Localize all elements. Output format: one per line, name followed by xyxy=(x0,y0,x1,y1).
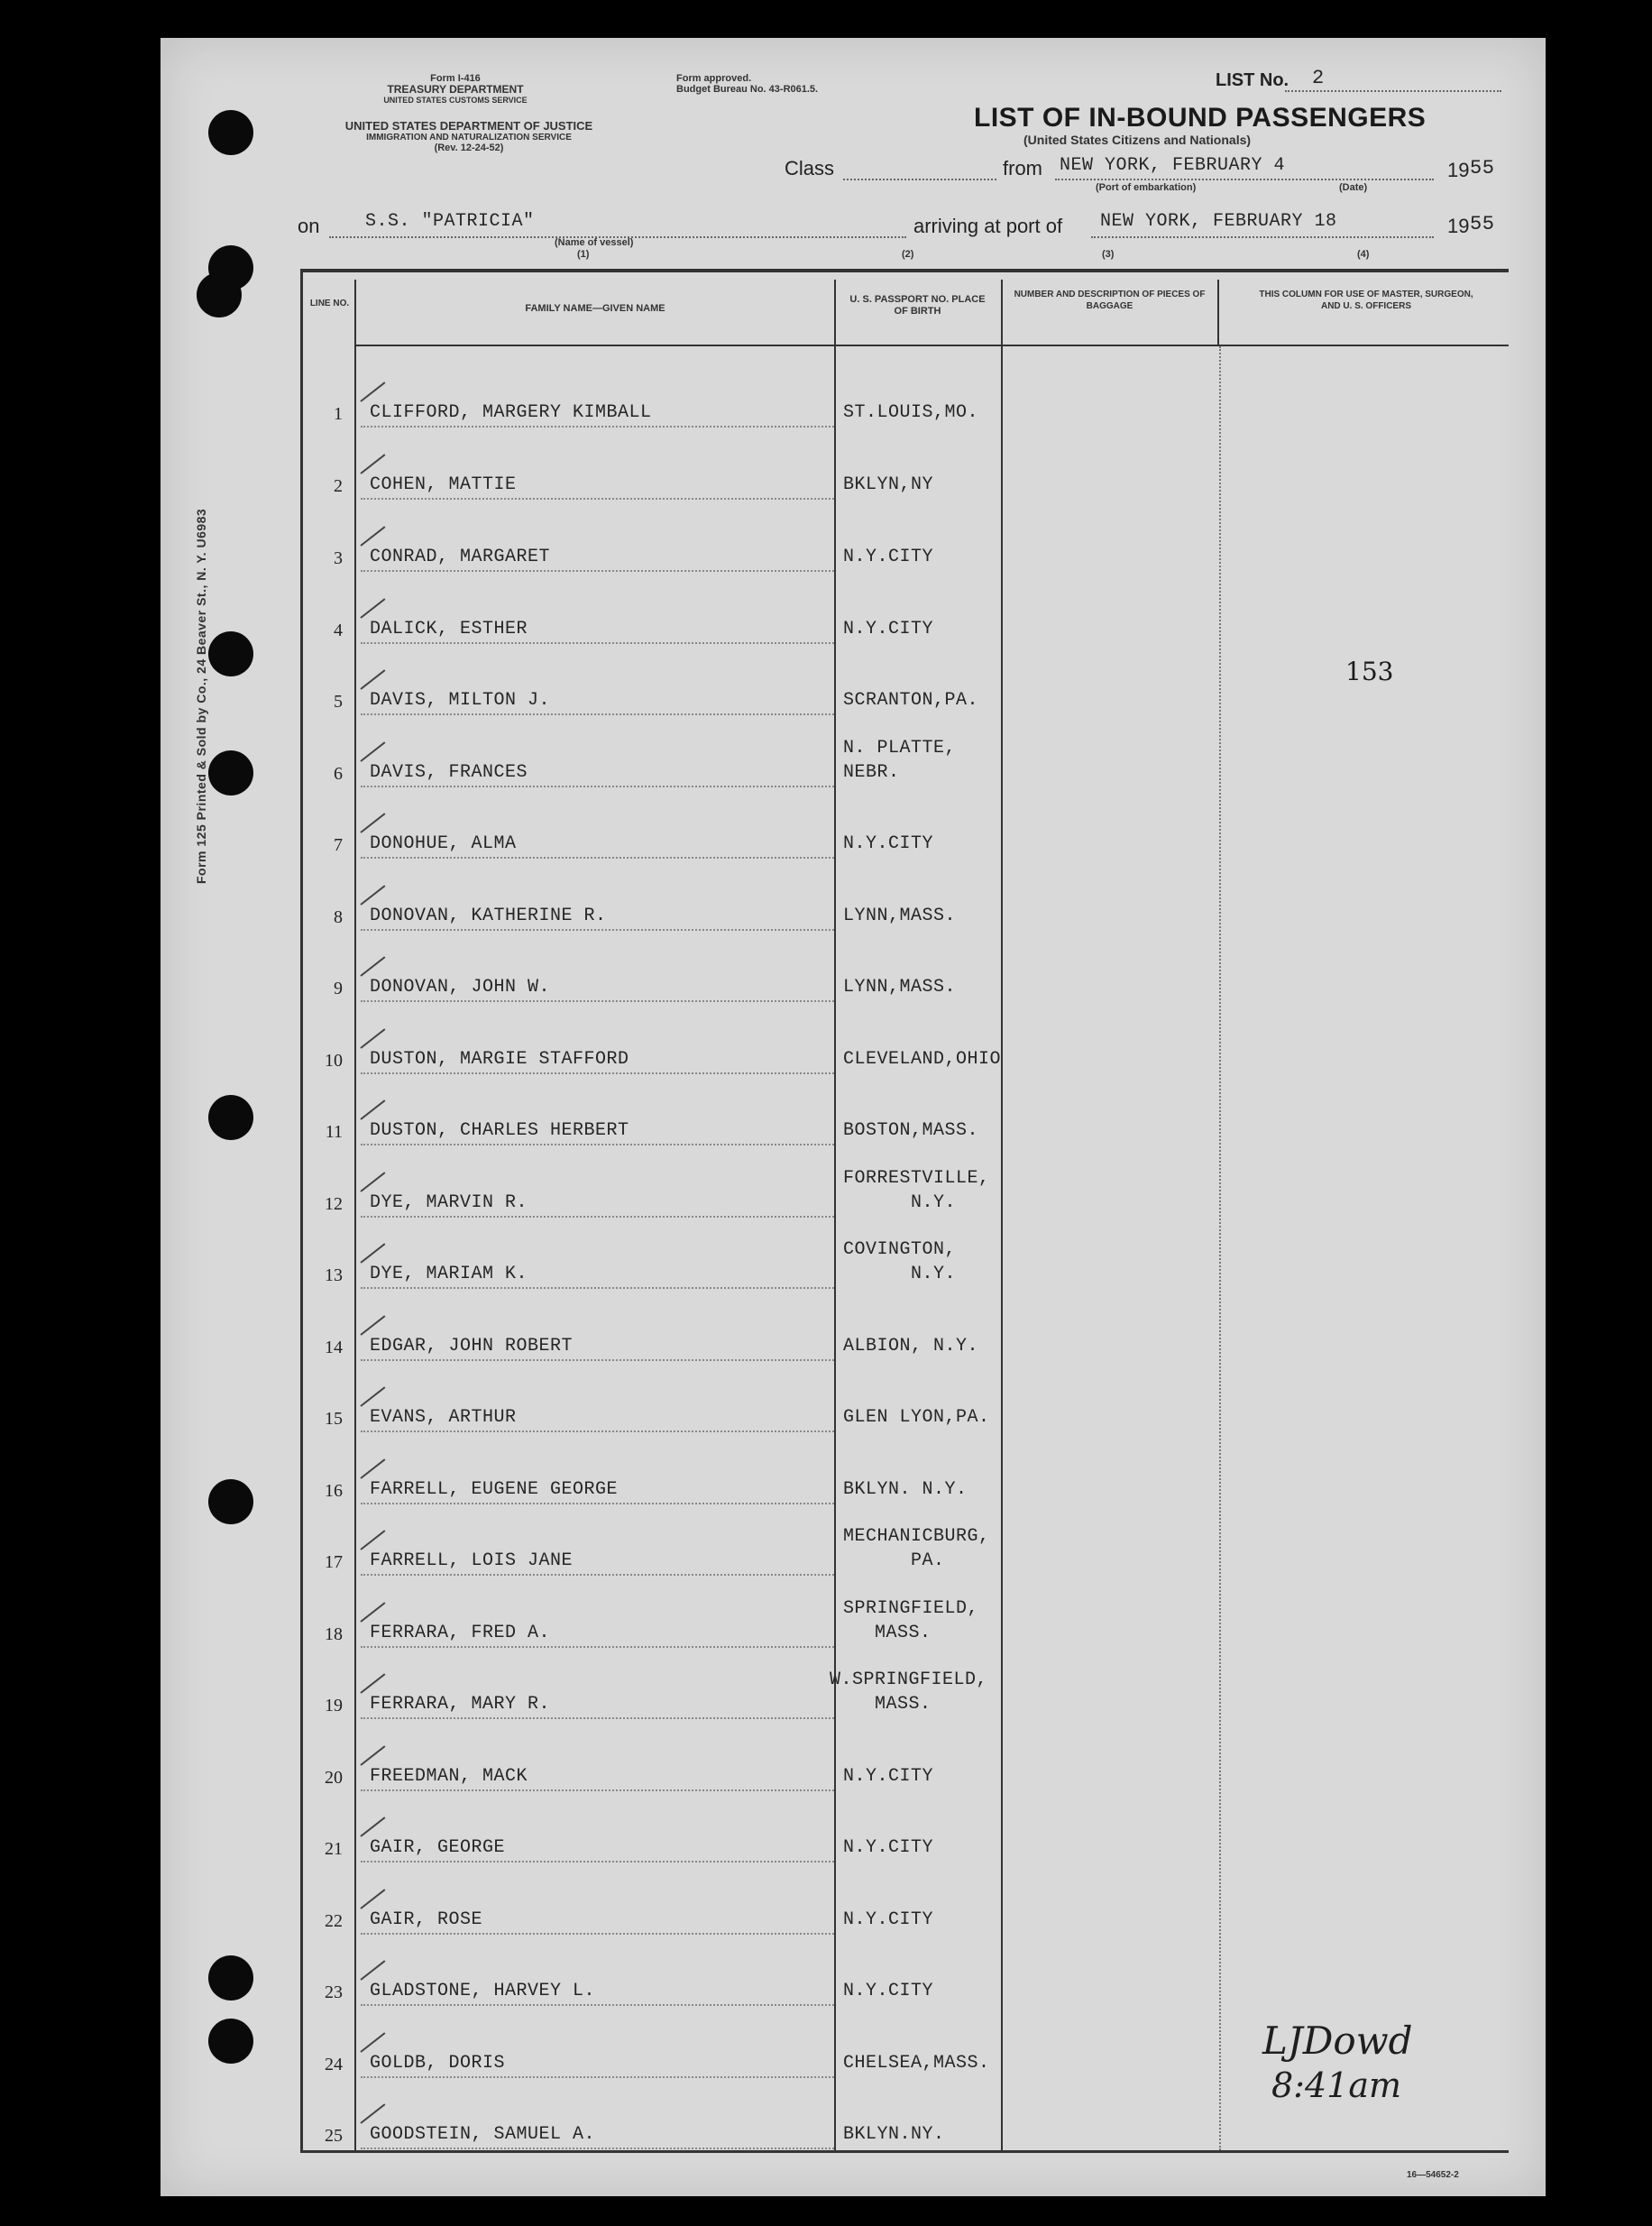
passenger-name: COHEN, MATTIE xyxy=(370,474,517,495)
birthplace-line2: N.Y. xyxy=(911,1264,957,1284)
punch-hole xyxy=(208,110,253,155)
col-head-line-no: LINE NO. xyxy=(309,299,350,308)
handwritten-number: 153 xyxy=(1345,657,1394,686)
birthplace-line2: N.Y.CITY xyxy=(843,619,934,639)
birthplace-line2: N.Y.CITY xyxy=(843,1909,934,1930)
header-rule-name xyxy=(354,345,834,346)
vessel-name: S.S. "PATRICIA" xyxy=(365,211,535,232)
form-approved: Form approved. xyxy=(676,73,752,84)
col3-num: (3) xyxy=(1102,249,1115,260)
page-title: LIST OF IN-BOUND PASSENGERS xyxy=(974,103,1427,133)
justice-dept: UNITED STATES DEPARTMENT OF JUSTICE xyxy=(344,119,593,133)
birthplace-line2: CLEVELAND,OHIO xyxy=(843,1049,1002,1070)
punch-hole xyxy=(197,272,242,317)
table-bottom-border xyxy=(300,2150,1509,2153)
birthplace-line2: LYNN,MASS. xyxy=(843,977,957,998)
row-line-no: 8 xyxy=(334,907,343,927)
punch-hole xyxy=(208,1095,253,1140)
row-dots xyxy=(361,1287,834,1289)
passenger-name: FARRELL, LOIS JANE xyxy=(370,1550,574,1571)
passenger-name: DAVIS, FRANCES xyxy=(370,762,528,783)
birthplace-line2: LYNN,MASS. xyxy=(843,906,957,926)
from-value: NEW YORK, FEBRUARY 4 xyxy=(1060,155,1286,176)
header-rule-passport xyxy=(834,345,1001,346)
row-dots xyxy=(361,786,834,787)
row-dots xyxy=(361,1430,834,1432)
passenger-name: GLADSTONE, HARVEY L. xyxy=(370,1981,596,2001)
col-head-baggage: NUMBER AND DESCRIPTION OF PIECES OF BAGGAGE xyxy=(1014,290,1206,311)
handwritten-time: 8:41am xyxy=(1271,2065,1402,2105)
birthplace-line1: N. PLATTE, xyxy=(843,738,957,759)
from-line xyxy=(1055,179,1434,180)
birthplace-line2: BKLYN. N.Y. xyxy=(843,1479,968,1500)
row-line-no: 14 xyxy=(325,1338,343,1357)
row-dots xyxy=(361,1574,834,1576)
row-dots xyxy=(361,713,834,715)
row-line-no: 20 xyxy=(325,1768,343,1788)
passenger-name: DAVIS, MILTON J. xyxy=(370,690,551,711)
row-line-no: 13 xyxy=(325,1265,343,1285)
punch-hole xyxy=(208,2019,253,2064)
arrival-value: NEW YORK, FEBRUARY 18 xyxy=(1100,211,1337,232)
row-line-no: 3 xyxy=(334,548,343,568)
birthplace-line2: ALBION, N.Y. xyxy=(843,1336,979,1357)
class-label: Class xyxy=(785,157,835,179)
col4-num: (4) xyxy=(1357,249,1370,260)
passenger-name: DALICK, ESTHER xyxy=(370,619,528,639)
passenger-name: EDGAR, JOHN ROBERT xyxy=(370,1336,574,1357)
col-divider-passport xyxy=(1001,280,1003,2150)
row-line-no: 12 xyxy=(325,1194,343,1214)
row-dots xyxy=(361,2076,834,2078)
row-line-no: 2 xyxy=(334,476,343,496)
passenger-name: FARRELL, EUGENE GEORGE xyxy=(370,1479,619,1500)
birthplace-line2: BOSTON,MASS. xyxy=(843,1120,979,1141)
birthplace-line2: MASS. xyxy=(875,1694,932,1715)
passenger-name: DONOHUE, ALMA xyxy=(370,833,517,854)
birthplace-line2: PA. xyxy=(911,1550,945,1571)
birthplace-line2: N.Y.CITY xyxy=(843,1766,934,1787)
col-divider-baggage xyxy=(1219,346,1222,2150)
row-dots xyxy=(361,1646,834,1648)
row-dots xyxy=(361,1789,834,1791)
arrival-year-label: 19 xyxy=(1447,215,1470,237)
row-dots xyxy=(361,1359,834,1361)
printer-imprint: Form 125 Printed & Sold by Co., 24 Beaver St., N. Y. U6983 xyxy=(194,508,208,884)
birthplace-line2: CHELSEA,MASS. xyxy=(843,2053,990,2074)
birthplace-line1: W.SPRINGFIELD, xyxy=(830,1670,988,1690)
row-line-no: 1 xyxy=(334,404,343,424)
col-head-passport: U. S. PASSPORT NO. PLACE OF BIRTH xyxy=(849,294,986,317)
row-line-no: 7 xyxy=(334,835,343,855)
passenger-name: GOODSTEIN, SAMUEL A. xyxy=(370,2124,596,2145)
row-line-no: 22 xyxy=(325,1911,343,1931)
punch-hole xyxy=(208,1955,253,2001)
row-dots xyxy=(361,929,834,931)
header-rule-baggage xyxy=(1001,345,1217,346)
passenger-name: FERRARA, FRED A. xyxy=(370,1623,551,1643)
passenger-name: FERRARA, MARY R. xyxy=(370,1694,551,1715)
row-dots xyxy=(361,426,834,428)
birthplace-line2: BKLYN.NY. xyxy=(843,2124,945,2145)
row-dots xyxy=(361,2004,834,2006)
row-line-no: 10 xyxy=(325,1051,343,1071)
punch-hole xyxy=(208,631,253,676)
row-dots xyxy=(361,1717,834,1719)
arrival-year-value: 55 xyxy=(1470,213,1495,235)
year-label: 19 xyxy=(1447,159,1470,181)
row-line-no: 4 xyxy=(334,621,343,640)
row-line-no: 23 xyxy=(325,1982,343,2002)
table-top-border xyxy=(300,269,1509,272)
row-dots xyxy=(361,570,834,572)
birthplace-line2: N.Y.CITY xyxy=(843,1981,934,2001)
table-left-border xyxy=(300,269,303,2150)
birthplace-line2: N.Y. xyxy=(911,1192,957,1213)
customs-service: UNITED STATES CUSTOMS SERVICE xyxy=(383,96,528,105)
row-dots xyxy=(361,642,834,644)
list-line xyxy=(1285,90,1501,92)
passenger-name: DYE, MARVIN R. xyxy=(370,1192,528,1213)
row-dots xyxy=(361,1933,834,1935)
birthplace-line2: MASS. xyxy=(875,1623,932,1643)
row-line-no: 19 xyxy=(325,1696,343,1715)
birthplace-line2: N.Y.CITY xyxy=(843,547,934,567)
row-line-no: 24 xyxy=(325,2055,343,2074)
row-line-no: 17 xyxy=(325,1552,343,1572)
punch-hole xyxy=(208,750,253,796)
row-dots xyxy=(361,1503,834,1504)
officer-signature: LJDowd xyxy=(1262,2019,1413,2063)
birthplace-line2: ST.LOUIS,MO. xyxy=(843,402,979,423)
passenger-name: DONOVAN, JOHN W. xyxy=(370,977,551,998)
from-label: from xyxy=(1003,157,1042,179)
manifest-sheet xyxy=(161,38,1546,2196)
footer-code: 16—54652-2 xyxy=(1407,2170,1459,2180)
arrival-line xyxy=(1091,236,1434,238)
col-head-name: FAMILY NAME—GIVEN NAME xyxy=(525,303,665,314)
row-line-no: 6 xyxy=(334,764,343,784)
ins-service: IMMIGRATION AND NATURALIZATION SERVICE xyxy=(366,133,572,143)
header-rule-officers xyxy=(1219,345,1509,346)
passenger-name: CONRAD, MARGARET xyxy=(370,547,551,567)
row-dots xyxy=(361,1144,834,1145)
col-divider-name xyxy=(834,280,836,2150)
passenger-name: CLIFFORD, MARGERY KIMBALL xyxy=(370,402,652,423)
birthplace-line2: N.Y.CITY xyxy=(843,1837,934,1858)
form-number: Form I-416 xyxy=(430,73,481,84)
row-dots xyxy=(361,498,834,500)
birthplace-line2: SCRANTON,PA. xyxy=(843,690,979,711)
row-line-no: 16 xyxy=(325,1481,343,1501)
punch-hole xyxy=(208,1479,253,1524)
arriving-label: arriving at port of xyxy=(913,215,1063,237)
list-number: 2 xyxy=(1312,67,1325,89)
row-dots xyxy=(361,1861,834,1863)
budget-bureau: Budget Bureau No. 43-R061.5. xyxy=(676,84,819,95)
passenger-name: GAIR, GEORGE xyxy=(370,1837,506,1858)
on-label: on xyxy=(298,215,320,237)
year-value: 55 xyxy=(1470,157,1495,179)
birthplace-line1: MECHANICBURG, xyxy=(843,1526,990,1547)
page-subtitle: (United States Citizens and Nationals) xyxy=(1023,133,1252,147)
row-line-no: 21 xyxy=(325,1839,343,1859)
port-embark-caption: (Port of embarkation) xyxy=(1096,182,1197,193)
class-line xyxy=(843,179,996,180)
row-line-no: 18 xyxy=(325,1624,343,1644)
passenger-name: DYE, MARIAM K. xyxy=(370,1264,528,1284)
row-dots xyxy=(361,1000,834,1002)
row-line-no: 25 xyxy=(325,2126,343,2146)
row-line-no: 5 xyxy=(334,692,343,712)
col-divider-line xyxy=(354,280,356,2150)
birthplace-line1: SPRINGFIELD, xyxy=(843,1598,979,1619)
passenger-name: FREEDMAN, MACK xyxy=(370,1766,528,1787)
passenger-name: DUSTON, MARGIE STAFFORD xyxy=(370,1049,629,1070)
row-dots xyxy=(361,2148,834,2149)
treasury-dept: TREASURY DEPARTMENT xyxy=(387,83,524,96)
row-dots xyxy=(361,857,834,859)
row-line-no: 15 xyxy=(325,1409,343,1429)
date-caption: (Date) xyxy=(1339,182,1368,193)
row-dots xyxy=(361,1072,834,1074)
birthplace-line2: NEBR. xyxy=(843,762,900,783)
vessel-caption: (Name of vessel) xyxy=(555,237,634,248)
birthplace-line1: COVINGTON, xyxy=(843,1239,957,1260)
vessel-col-num: (1) xyxy=(577,249,590,260)
passenger-name: GAIR, ROSE xyxy=(370,1909,483,1930)
birthplace-line2: BKLYN,NY xyxy=(843,474,934,495)
col2-num: (2) xyxy=(902,249,914,260)
birthplace-line1: FORRESTVILLE, xyxy=(843,1168,990,1189)
birthplace-line2: GLEN LYON,PA. xyxy=(843,1407,990,1428)
row-line-no: 11 xyxy=(325,1122,343,1142)
passenger-name: DONOVAN, KATHERINE R. xyxy=(370,906,607,926)
birthplace-line2: N.Y.CITY xyxy=(843,833,934,854)
row-line-no: 9 xyxy=(334,979,343,998)
col-head-officers: THIS COLUMN FOR USE OF MASTER, SURGEON, AND U. S. OFFICERS xyxy=(1259,290,1473,311)
passenger-name: EVANS, ARTHUR xyxy=(370,1407,517,1428)
list-label: LIST No. xyxy=(1216,70,1289,90)
row-dots xyxy=(361,1216,834,1218)
revision-date: (Rev. 12-24-52) xyxy=(434,143,504,153)
passenger-name: DUSTON, CHARLES HERBERT xyxy=(370,1120,629,1141)
col-divider-baggage-head xyxy=(1217,280,1219,346)
passenger-name: GOLDB, DORIS xyxy=(370,2053,506,2074)
